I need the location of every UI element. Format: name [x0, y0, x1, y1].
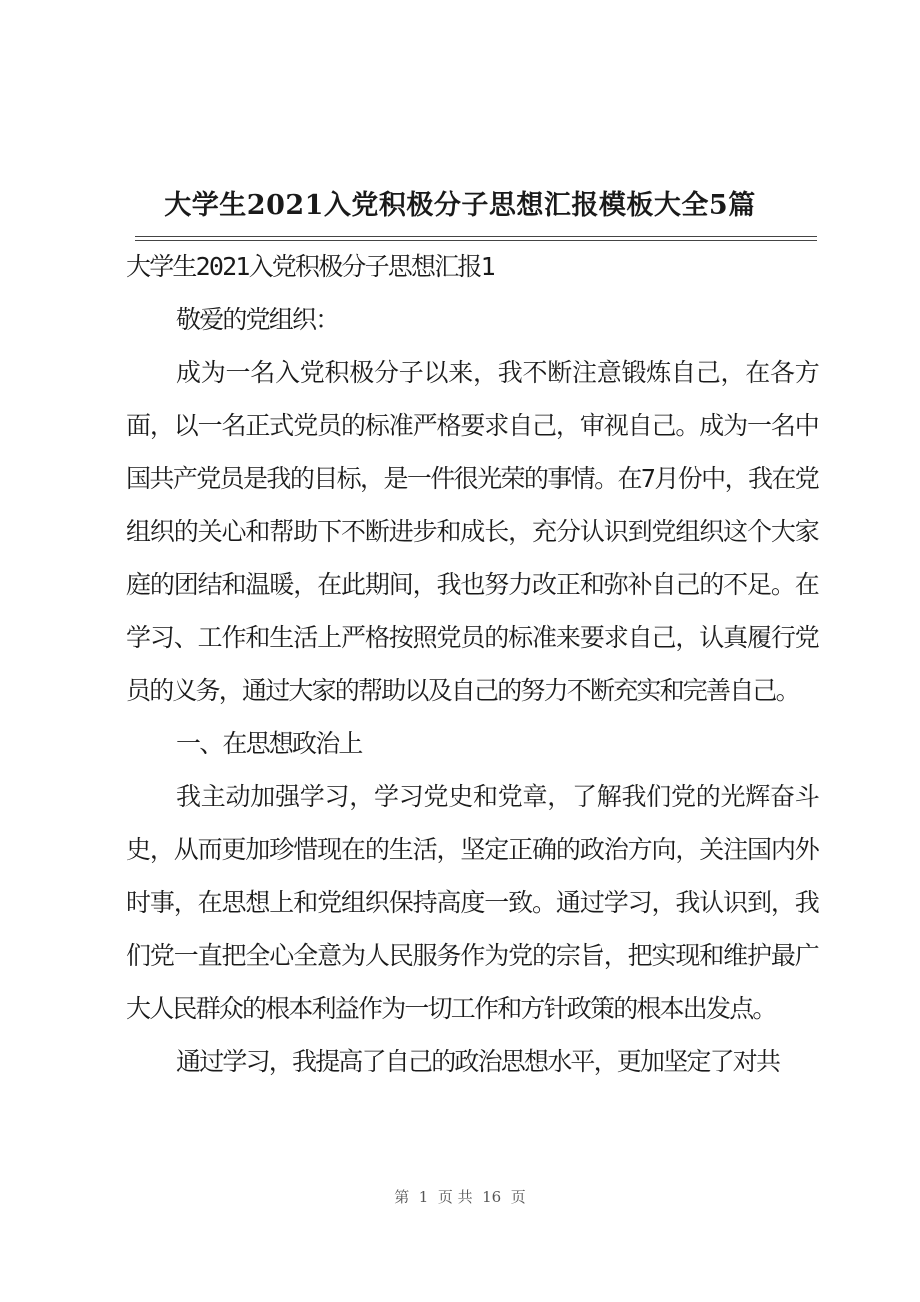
page-number-footer: 第 1 页 共 16 页 — [394, 1188, 526, 1206]
salutation: 敬爱的党组织： — [176, 305, 339, 334]
body-paragraph: 成为一名入党积极分子以来，我不断注意锻炼自己，在各方面，以一名正式党员的标准严格要求自己，审视自己。成为一名中国共产党员是我的目标，是一件很光荣的事情。在7月份中，我在党组织的关心和帮助下不断进步和成长，充分认识到党组织这个大家庭的团结和温暖，在此期间，我也努力改正和弥补自己的不足。在学习、工作和生活上严格按照党员的标准来要求自己，认真履行党员的义务，通过大家的帮助以及自己的努力不断充实和完善自己。 — [126, 358, 818, 705]
body-paragraph: 我主动加强学习，学习党史和党章，了解我们党的光辉奋斗史，从而更加珍惜现在的生活，坚定正确的政治方向，关注国内外时事，在思想上和党组织保持高度一致。通过学习，我认识到，我们党一直把全心全意为人民服务作为党的宗旨，把实现和维护最广大人民群众的根本利益作为一切工作和方针政策的根本出发点。 — [126, 782, 818, 1023]
section-heading: 大学生2021入党积极分子思想汇报1 — [126, 252, 494, 281]
subsection-heading: 一、在思想政治上 — [176, 729, 362, 758]
document-body — [126, 240, 818, 1088]
document-title: 大学生2021入党积极分子思想汇报模板大全5篇 — [164, 190, 756, 221]
body-paragraph: 通过学习，我提高了自己的政治思想水平，更加坚定了对共 — [176, 1047, 780, 1076]
